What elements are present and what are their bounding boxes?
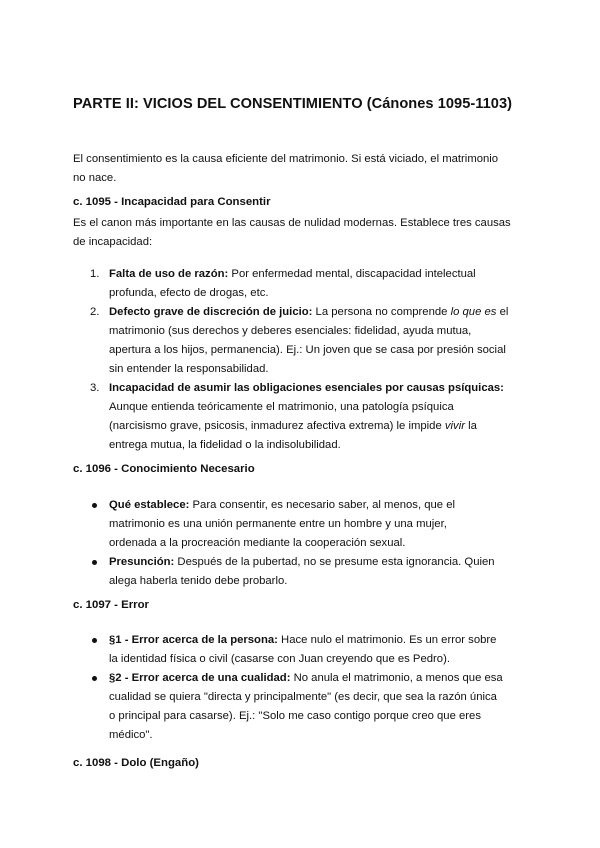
item-text: médico". — [109, 729, 153, 741]
item-text: el — [496, 306, 509, 318]
list-item — [109, 669, 549, 745]
list-number: 3. — [90, 382, 100, 394]
item-text: cualidad se quiera "directa y principalmente" (es decir, que sea la razón única — [109, 691, 497, 703]
item-text: matrimonio (sus derechos y deberes esenciales: fidelidad, ayuda mutua, — [109, 325, 472, 337]
list-item — [90, 303, 554, 379]
item-term: Incapacidad de asumir las obligaciones esenciales por causas psíquicas: — [109, 382, 504, 394]
bullet-icon — [92, 676, 97, 681]
item-term: §1 - Error acerca de la persona: — [109, 634, 278, 646]
list-number: 1. — [90, 268, 100, 280]
item-emphasis: lo que es — [450, 306, 497, 318]
list-item — [109, 553, 549, 591]
bullet-icon — [92, 560, 97, 565]
item-text: apertura a los hijos, permanencia). Ej.: Un joven que se casa por presión social — [109, 344, 506, 356]
item-text: matrimonio es una unión permanente entre un hombre y una mujer, — [109, 518, 447, 530]
c1095-incapacity-list — [90, 265, 554, 455]
item-text: Aunque entienda teóricamente el matrimonio, una patología psíquica — [109, 401, 454, 413]
item-term: Qué establece: — [109, 499, 190, 511]
item-text: la — [464, 420, 477, 432]
item-term: Presunción: — [109, 556, 175, 568]
item-text: o principal para casarse). Ej.: "Solo me caso contigo porque creo que eres — [109, 710, 481, 722]
item-text: Por enfermedad mental, discapacidad intelectual — [228, 268, 476, 280]
intro-paragraph — [73, 150, 533, 188]
item-text: (narcisismo grave, psicosis, inmadurez afectiva extrema) le impide — [109, 420, 445, 432]
list-item — [90, 379, 554, 455]
item-text: No anula el matrimonio, a menos que esa — [290, 672, 503, 684]
c1095-description — [73, 214, 533, 252]
intro-line-2: no nace. — [73, 172, 117, 184]
item-text: La persona no comprende — [312, 306, 451, 318]
c1097-list — [109, 631, 549, 745]
section-heading-c1096: c. 1096 - Conocimiento Necesario — [73, 463, 255, 475]
item-term: §2 - Error acerca de una cualidad: — [109, 672, 291, 684]
item-text: la identidad física o civil (casarse con Juan creyendo que es Pedro). — [109, 653, 450, 665]
list-item — [90, 265, 554, 303]
c1095-desc-line-2: de incapacidad: — [73, 236, 153, 248]
c1095-desc-line-1: Es el canon más importante en las causas de nulidad modernas. Establece tres causas — [73, 217, 511, 229]
item-text: Después de la pubertad, no se presume esta ignorancia. Quien — [174, 556, 495, 568]
c1096-list — [109, 496, 549, 591]
item-text: profunda, efecto de drogas, etc. — [109, 287, 269, 299]
item-emphasis: vivir — [444, 420, 465, 432]
item-text: Hace nulo el matrimonio. Es un error sobre — [277, 634, 497, 646]
section-heading-c1097: c. 1097 - Error — [73, 599, 149, 611]
list-number: 2. — [90, 306, 100, 318]
list-item — [109, 496, 549, 553]
bullet-icon — [92, 638, 97, 643]
bullet-icon — [92, 503, 97, 508]
section-heading-c1098: c. 1098 - Dolo (Engaño) — [73, 757, 199, 769]
section-heading-c1095: c. 1095 - Incapacidad para Consentir — [73, 196, 271, 208]
item-text: ordenada a la procreación mediante la cooperación sexual. — [109, 537, 406, 549]
item-text: Para consentir, es necesario saber, al menos, que el — [189, 499, 456, 511]
intro-line-1: El consentimiento es la causa eficiente del matrimonio. Si está viciado, el matrimonio — [73, 153, 499, 165]
item-term: Defecto grave de discreción de juicio: — [109, 306, 313, 318]
page-title: PARTE II: VICIOS DEL CONSENTIMIENTO (Cánones 1095-1103) — [73, 96, 513, 112]
item-text: sin entender la responsabilidad. — [109, 363, 269, 375]
list-item — [109, 631, 549, 669]
item-text: alega haberla tenido debe probarlo. — [109, 575, 288, 587]
item-term: Falta de uso de razón: — [109, 268, 229, 280]
item-text: entrega mutua, la fidelidad o la indisolubilidad. — [109, 439, 341, 451]
